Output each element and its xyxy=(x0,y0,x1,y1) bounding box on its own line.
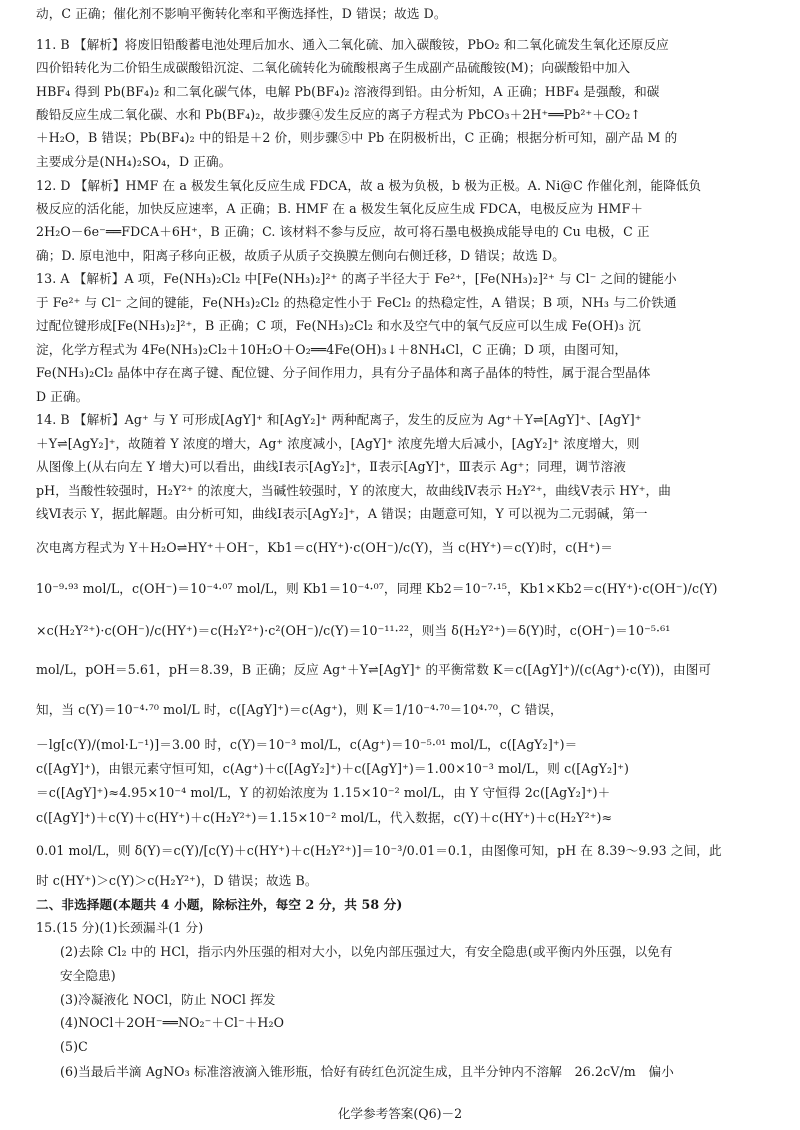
text-line: Fe(NH₃)₂Cl₂ 晶体中存在离子键、配位键、分子间作用力，具有分子晶体和离子晶体的特性，属于混合型晶体 xyxy=(36,365,651,380)
text-line: ＋Y⇌[AgY₂]⁺，故随着 Y 浓度的增大，Ag⁺ 浓度减小，[AgY]⁺ 浓度先增大后减小，[AgY₂]⁺ 浓度增大，则 xyxy=(36,436,640,451)
question-13-line: 13. A 【解析】A 项，Fe(NH₃)₂Cl₂ 中[Fe(NH₃)₂]²⁺ 的离子半径大于 Fe²⁺，[Fe(NH₃)₂]²⁺ 与 Cl⁻ 之间的键能小 xyxy=(36,271,677,286)
answer-item: (5)C xyxy=(60,1039,88,1054)
answer-item: 安全隐患) xyxy=(60,968,116,983)
answer-item: (3)冷凝液化 NOCl，防止 NOCl 挥发 xyxy=(60,992,276,1007)
question-11-line: 11. B 【解析】将废旧铅酸蓄电池处理后加水、通入二氧化硫、加入碳酸铵，PbO₂ 和二氧化硫发生氧化还原反应 xyxy=(36,37,669,52)
formula-line: ＝c([AgY]⁺)≈4.95×10⁻⁴ mol/L，Y 的初始浓度为 1.15×10⁻² mol/L，由 Y 守恒得 2c([AgY₂]⁺)＋ xyxy=(36,785,611,800)
section-heading: 二、非选择题(本题共 4 小题，除标注外，每空 2 分，共 58 分) xyxy=(36,897,403,912)
formula-line: 知，当 c(Y)＝10⁻⁴·⁷⁰ mol/L 时，c([AgY]⁺)＝c(Ag⁺)，则 K＝1/10⁻⁴·⁷⁰＝10⁴·⁷⁰，C 错误， xyxy=(36,702,563,717)
formula-line: c([AgY]⁺)，由银元素守恒可知，c(Ag⁺)＋c([AgY₂]⁺)＋c([AgY]⁺)＝1.00×10⁻³ mol/L，则 c([AgY₂]⁺) xyxy=(36,761,629,776)
text-line: 淀，化学方程式为 4Fe(NH₃)₂Cl₂＋10H₂O＋O₂══4Fe(OH)₃↓＋8NH₄Cl，C 正确；D 项，由图可知， xyxy=(36,342,628,357)
formula-line: 次电离方程式为 Y＋H₂O⇌HY⁺＋OH⁻，Kb1＝c(HY⁺)·c(OH⁻)/c(Y)，当 c(HY⁺)＝c(Y)时，c(H⁺)＝ xyxy=(36,540,613,555)
text-line: ＋H₂O，B 错误；Pb(BF₄)₂ 中的铅是＋2 价，则步骤⑤中 Pb 在阴极析出，C 正确；根据分析可知，副产品 M 的 xyxy=(36,130,678,145)
text-line: 时 c(HY⁺)＞c(Y)＞c(H₂Y²⁺)，D 错误；故选 B。 xyxy=(36,873,318,888)
question-15-line: 15.(15 分)(1)长颈漏斗(1 分) xyxy=(36,920,204,935)
text-line: 主要成分是(NH₄)₂SO₄，D 正确。 xyxy=(36,154,232,169)
text-line: 极反应的活化能，加快反应速率，A 正确；B. HMF 在 a 极发生氧化反应生成 FDCA，电极反应为 HMF＋ xyxy=(36,201,644,216)
answer-item: (6)当最后半滴 AgNO₃ 标准溶液滴入锥形瓶，恰好有砖红色沉淀生成，且半分钟内不溶解 26.2cV/m 偏小 xyxy=(60,1064,674,1079)
formula-line: c([AgY]⁺)＋c(Y)＋c(HY⁺)＋c(H₂Y²⁺)＝1.15×10⁻² mol/L，代入数据，c(Y)＋c(HY⁺)＋c(H₂Y²⁺)≈ xyxy=(36,810,613,825)
formula-line: 10⁻⁹·⁹³ mol/L，c(OH⁻)＝10⁻⁴·⁰⁷ mol/L，则 Kb1＝10⁻⁴·⁰⁷，同理 Kb2＝10⁻⁷·¹⁵，Kb1×Kb2＝c(HY⁺)·c(OH⁻)/c(Y) xyxy=(36,581,718,596)
answer-item: (2)去除 Cl₂ 中的 HCl，指示内外压强的相对大小，以免内部压强过大，有安全隐患(或平衡内外压强，以免有 xyxy=(60,944,673,959)
formula-line: 0.01 mol/L，则 δ(Y)＝c(Y)/[c(Y)＋c(HY⁺)＋c(H₂Y²⁺)]＝10⁻³/0.01＝0.1，由图像可知，pH 在 8.39～9.93 之间，此 xyxy=(36,843,722,858)
text-line: 酸铅反应生成二氧化碳、水和 Pb(BF₄)₂，故步骤④发生反应的离子方程式为 PbCO₃＋2H⁺══Pb²⁺＋CO₂↑ xyxy=(36,107,641,122)
text-line: D 正确。 xyxy=(36,389,89,404)
page-footer: 化学参考答案(Q6)－2 xyxy=(337,1106,463,1121)
text-line: 动，C 正确；催化剂不影响平衡转化率和平衡选择性，D 错误；故选 D。 xyxy=(36,6,447,21)
question-12-line: 12. D 【解析】HMF 在 a 极发生氧化反应生成 FDCA，故 a 极为负极，b 极为正极。A. Ni@C 作催化剂，能降低负 xyxy=(36,178,702,193)
formula-line: －lg[c(Y)/(mol·L⁻¹)]＝3.00 时，c(Y)＝10⁻³ mol/L，c(Ag⁺)＝10⁻⁵·⁰¹ mol/L，c([AgY₂]⁺)＝ xyxy=(36,737,578,752)
text-line: 2H₂O－6e⁻══FDCA＋6H⁺，B 正确；C. 该材料不参与反应，故可将石墨电极换成能导电的 Cu 电极，C 正 xyxy=(36,224,650,239)
question-14-line: 14. B 【解析】Ag⁺ 与 Y 可形成[AgY]⁺ 和[AgY₂]⁺ 两种配离子，发生的反应为 Ag⁺＋Y⇌[AgY]⁺、[AgY]⁺ xyxy=(36,412,642,427)
formula-line: ×c(H₂Y²⁺)·c(OH⁻)/c(HY⁺)＝c(H₂Y²⁺)·c²(OH⁻)/c(Y)＝10⁻¹¹·²²，则当 δ(H₂Y²⁺)＝δ(Y)时，c(OH⁻)＝10⁻⁵·⁶¹ xyxy=(36,623,671,638)
text-line: 确；D. 原电池中，阳离子移向正极，故质子从质子交换膜左侧向右侧迁移，D 错误；故选 D。 xyxy=(36,248,565,263)
text-line: 过配位键形成[Fe(NH₃)₂]²⁺，B 正确；C 项，Fe(NH₃)₂Cl₂ 和水及空气中的氧气反应可以生成 Fe(OH)₃ 沉 xyxy=(36,318,641,333)
text-line: 于 Fe²⁺ 与 Cl⁻ 之间的键能，Fe(NH₃)₂Cl₂ 的热稳定性小于 FeCl₂ 的热稳定性，A 错误；B 项，NH₃ 与二价铁通 xyxy=(36,295,677,310)
text-line: HBF₄ 得到 Pb(BF₄)₂ 和二氧化碳气体，电解 Pb(BF₄)₂ 溶液得到铅。由分析知，A 正确；HBF₄ 是强酸，和碳 xyxy=(36,84,660,99)
text-line: 四价铅转化为二价铅生成碳酸铅沉淀、二氧化硫转化为硫酸根离子生成副产品硫酸铵(M)；向碳酸铅中加入 xyxy=(36,60,631,75)
formula-line: mol/L，pOH＝5.61，pH＝8.39，B 正确；反应 Ag⁺＋Y⇌[AgY]⁺ 的平衡常数 K＝c([AgY]⁺)/(c(Ag⁺)·c(Y))，由图可 xyxy=(36,662,712,677)
answer-item: (4)NOCl＋2OH⁻══NO₂⁻＋Cl⁻＋H₂O xyxy=(60,1015,285,1030)
text-line: 线Ⅵ表示 Y，据此解题。由分析可知，曲线Ⅰ表示[AgY₂]⁺，A 错误；由题意可知，Y 可以视为二元弱碱，第一 xyxy=(36,506,648,521)
text-line: 从图像上(从右向左 Y 增大)可以看出，曲线Ⅰ表示[AgY₂]⁺，Ⅱ表示[AgY]⁺，Ⅲ表示 Ag⁺；同理，调节溶液 xyxy=(36,459,626,474)
text-line: pH，当酸性较强时，H₂Y²⁺ 的浓度大，当碱性较强时，Y 的浓度大，故曲线Ⅳ表示 H₂Y²⁺，曲线Ⅴ表示 HY⁺，曲 xyxy=(36,483,671,498)
